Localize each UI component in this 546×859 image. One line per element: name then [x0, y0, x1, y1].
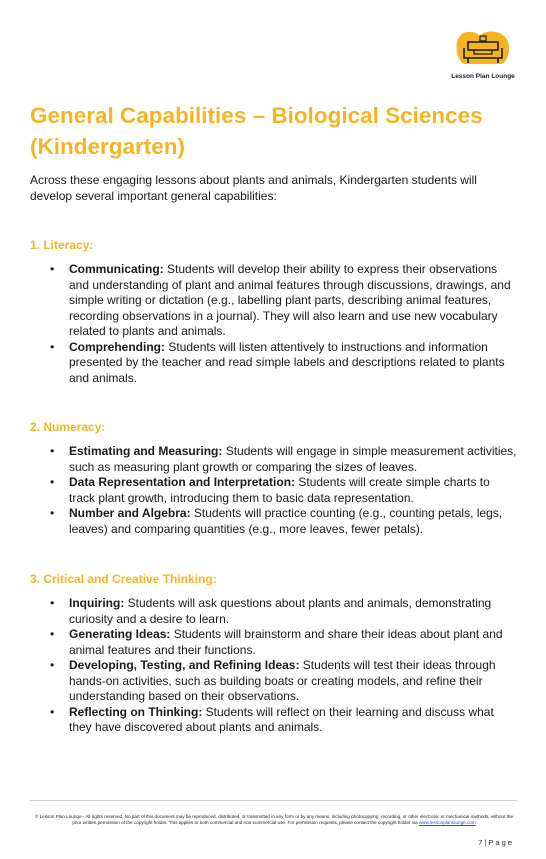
bullet-icon: • [50, 506, 55, 520]
list-item [48, 596, 518, 627]
item-text: Students will brainstorm and share their ideas about plant and animal features and their functions. [69, 627, 503, 657]
item-term: Comprehending: [69, 339, 165, 354]
item-term: Data Representation and Interpretation: [69, 475, 296, 489]
section-heading-literacy: 1. Literacy: [30, 238, 94, 252]
bullet-icon: • [50, 475, 55, 489]
numeracy-list [48, 444, 518, 537]
item-term: Reflecting on Thinking: [69, 704, 203, 719]
logo-lounge-chair-icon [454, 30, 512, 70]
section-heading-critical-thinking: 3. Critical and Creative Thinking: [30, 572, 217, 586]
item-text: Students will ask questions about plants and animals, demonstrating curiosity and a desire to learn. [69, 596, 492, 626]
item-term: Developing, Testing, and Refining Ideas: [69, 658, 300, 672]
item-text: Students will reflect on their learning and discuss what they have discovered about plants and animals. [69, 704, 494, 734]
bullet-icon: • [50, 339, 55, 354]
intro-paragraph: Across these engaging lessons about plants and animals, Kindergarten students will develop several important general capabilities: [30, 173, 477, 203]
footer-divider [30, 800, 517, 801]
section-heading-numeracy: 2. Numeracy: [30, 420, 106, 434]
bullet-icon: • [50, 262, 55, 276]
bullet-icon: • [50, 704, 55, 719]
literacy-list [48, 262, 518, 386]
logo [450, 30, 516, 80]
bullet-icon: • [50, 596, 55, 610]
logo-caption: Lesson Plan Lounge [451, 73, 515, 80]
item-text: Students will practice counting (e.g., counting petals, legs, leaves) and comparing quantities (e.g., more leaves, fewer petals). [69, 506, 503, 536]
item-term: Generating Ideas: [69, 627, 171, 641]
item-term: Communicating: [69, 262, 164, 276]
list-item [48, 475, 518, 506]
item-text: Students will listen attentively to instructions and information presented by the teacher and read simple labels and descriptions related to plants and animals. [69, 339, 505, 385]
bullet-icon: • [50, 444, 55, 458]
website-link[interactable]: www.lessonplanlounge.com [418, 820, 476, 825]
item-text: Students will create simple charts to track plant growth, introducing them to basic data representation. [69, 475, 490, 505]
list-item [48, 444, 518, 475]
bullet-icon: • [50, 658, 55, 672]
list-item [48, 262, 518, 340]
copyright-notice [34, 814, 514, 826]
page-title: General Capabilities – Biological Sciences (Kindergarten) [30, 103, 483, 159]
list-item [48, 658, 518, 705]
item-text: Students will test their ideas through hands-on activities, such as building boats or creating models, and refine their understanding based on their observations. [69, 658, 496, 703]
item-term: Estimating and Measuring: [69, 444, 223, 458]
item-term: Inquiring: [69, 596, 125, 610]
copyright-text: © Lesson Plan Lounge - All rights reserved. No part of this document may be reproduced, distributed, or transmitted in any form or by any means, including photocopying, recording, or other electronic or mechanical methods, without the prior written permission of the copyright holder. This applies to both commercial and non-commercial use. For permission requests, please contact the copyright holder via [34, 814, 514, 825]
critical-thinking-list [48, 596, 518, 736]
item-text: Students will develop their ability to express their observations and understanding of plant and animal features through discussions, drawings, and simple writing or dictation (e.g., labelling plant parts, describing animal features, recording observations in a journal). They will also learn and use new vocabulary related to plants and animals. [69, 262, 511, 338]
bullet-icon: • [50, 627, 55, 641]
list-item [48, 506, 518, 537]
item-text: Students will engage in simple measurement activities, such as measuring plant growth or comparing the sizes of leaves. [69, 444, 517, 474]
page-number: 7 | P a g e [478, 838, 512, 847]
list-item [48, 627, 518, 658]
item-term: Number and Algebra: [69, 506, 191, 520]
list-item [48, 705, 518, 736]
list-item [48, 340, 518, 387]
